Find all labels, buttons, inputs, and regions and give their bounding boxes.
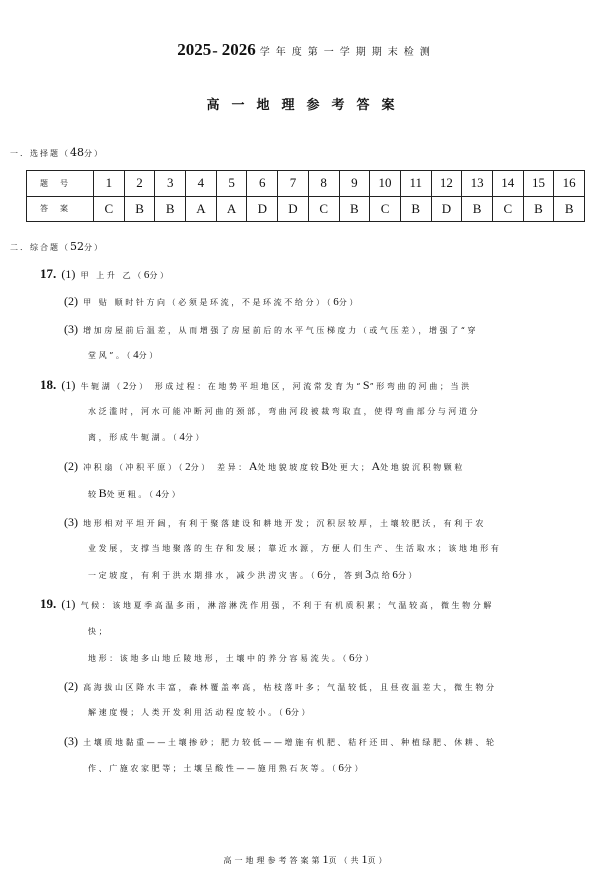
question-number: 18. [40, 377, 57, 392]
sub-number: (2) [64, 294, 78, 308]
answer-text: 甲 上升 乙（ [80, 271, 144, 280]
page-total: 1 [361, 852, 368, 866]
title-tail: 学年度第一学期期末检测 [259, 47, 436, 58]
answer-text: 土壤质地黏重——土壤掺砂；肥力较低——增施有机肥、秸秆还田、种植绿肥、休耕、轮 [83, 738, 497, 747]
points: 6 [392, 569, 398, 581]
section-label: 一．选择题（ [10, 149, 70, 158]
table-cell: 3 [155, 171, 186, 197]
page-number: 1 [322, 852, 329, 866]
table-cell: B [523, 196, 554, 222]
year-dash: – [212, 45, 218, 58]
q19-part3 [64, 734, 497, 749]
q18-part2 [64, 459, 465, 474]
points: 2 [185, 461, 191, 473]
points: 2 [122, 380, 129, 392]
row-header-number: 题号 [27, 171, 94, 197]
answer-text: 冲积扇（冲积平原）（ [83, 463, 186, 472]
answer-text: 解速度慢；人类开发利用活动程度较小。（ [88, 708, 286, 717]
points: 6 [338, 762, 344, 774]
answer-text: 分） [149, 271, 171, 280]
row-header-answer: 答案 [27, 196, 94, 222]
table-cell: D [431, 196, 462, 222]
answer-text: 处地貌沉积物颗粒 [380, 463, 465, 472]
points: 4 [133, 349, 139, 361]
sub-number: (1) [61, 267, 76, 281]
table-row-numbers [27, 171, 585, 197]
table-cell: 8 [308, 171, 339, 197]
points: 6 [317, 569, 323, 581]
q17-part1 [40, 266, 171, 282]
table-cell: B [462, 196, 493, 222]
answer-text: 堂风”。（ [88, 351, 134, 360]
answer-text: 作、广施农家肥等；土壤呈酸性——施用熟石灰等。（ [88, 764, 339, 773]
answer-text: 分，答到 [322, 571, 366, 580]
points: 6 [143, 269, 150, 281]
answer-text: 分） [397, 571, 420, 580]
page-footer [0, 852, 613, 867]
page-subtitle: 高一地理参考答案 [206, 98, 407, 113]
answer-text: 离，形成牛轭湖。（ [88, 433, 180, 442]
answer-text: ”形弯曲的河曲；当洪 [369, 382, 472, 391]
sub-number: (1) [61, 597, 76, 611]
table-cell: 15 [523, 171, 554, 197]
table-cell: D [247, 196, 278, 222]
sub-number: (2) [64, 459, 78, 473]
letter: S [362, 378, 370, 392]
points: 6 [285, 706, 291, 718]
sub-number: (3) [64, 515, 78, 529]
answer-text: 分） [138, 351, 160, 360]
q19-part2 [64, 679, 497, 694]
table-cell: A [186, 196, 217, 222]
year-start: 2025 [177, 40, 212, 59]
answer-text: 增加房屋前后温差，从而增强了房屋前后的水平气压梯度力（或气压差），增强了“穿 [83, 326, 479, 335]
answer-text: 一定坡度，有利于洪水期排水，减少洪涝灾害。（ [88, 571, 318, 580]
table-cell: 6 [247, 171, 278, 197]
table-cell: B [124, 196, 155, 222]
answer-text: 分） [343, 764, 366, 773]
letter: B [321, 459, 330, 473]
table-cell: B [155, 196, 186, 222]
points: 6 [349, 652, 355, 664]
table-cell: 5 [216, 171, 247, 197]
table-cell: 16 [554, 171, 585, 197]
section-comprehensive-heading [10, 240, 104, 253]
q19-part3-line2 [88, 762, 365, 774]
q19-part1 [40, 596, 494, 612]
q18-part2-line2 [88, 486, 182, 501]
answer-text: 较 [88, 490, 99, 499]
q19-part1-line3 [88, 652, 376, 664]
answer-text: 处更粗。（ [106, 490, 156, 499]
table-cell: B [339, 196, 370, 222]
table-cell: C [492, 196, 523, 222]
answer-text: 地形相对平坦开阔，有利于聚落建设和耕地开发；沉积层较厚，土壤较肥沃，有利于农 [83, 519, 486, 528]
q18-part3 [64, 515, 486, 530]
answer-text: 分） [184, 433, 207, 442]
table-cell: 2 [124, 171, 155, 197]
number: 3 [365, 567, 372, 581]
year-end: 2026 [221, 40, 256, 59]
answer-text: 分） 形成过程：在地势平坦地区，河流常发育为“ [128, 382, 363, 391]
q18-part3-line2 [88, 543, 501, 554]
q19-part1-line2 [88, 626, 109, 637]
answer-text: 处更大； [329, 463, 372, 472]
answer-text: 分） [161, 490, 183, 499]
section-suffix: 分） [84, 243, 104, 252]
answer-text: 快； [88, 627, 110, 636]
question-number: 17. [40, 266, 57, 281]
footer-text: 页（共 [328, 856, 362, 865]
table-cell: 14 [492, 171, 523, 197]
table-cell: 10 [370, 171, 401, 197]
table-cell: 13 [462, 171, 493, 197]
answer-text: 水泛滥时，河水可能冲断河曲的颈部，弯曲河段被裁弯取直，使得弯曲部分与河道分 [88, 407, 481, 416]
answer-text: 高海拔山区降水丰富，森林覆盖率高，枯枝落叶多；气温较低，且昼夜温差大，微生物分 [83, 683, 497, 692]
section-suffix: 分） [84, 149, 104, 158]
table-cell: 12 [431, 171, 462, 197]
table-cell: 4 [186, 171, 217, 197]
q17-part3-line2 [88, 349, 160, 361]
answer-text: 业发展，支撑当地聚落的生存和发展；靠近水源，方便人们生产、生活取水；该地地形有 [88, 544, 502, 553]
answer-text: 分） [290, 708, 313, 717]
letter: A [371, 459, 381, 473]
q18-part1-line2 [88, 406, 480, 417]
sub-number: (2) [64, 679, 78, 693]
table-cell: C [308, 196, 339, 222]
q17-part3 [64, 322, 478, 337]
answer-text: 处地貌坡度较 [257, 463, 322, 472]
table-cell: B [400, 196, 431, 222]
footer-text: 高一地理参考答案第 [223, 856, 323, 865]
section-choice-heading [10, 146, 104, 159]
answer-text: 分） [354, 654, 376, 663]
table-cell: A [216, 196, 247, 222]
q18-part3-line3 [88, 567, 419, 582]
letter: A [248, 459, 258, 473]
table-cell: C [94, 196, 125, 222]
section-points: 52 [70, 240, 84, 253]
answer-text: 分） [338, 298, 360, 307]
sub-number: (1) [61, 378, 76, 392]
q18-part1 [40, 377, 472, 393]
answer-text: 地形：该地多山地丘陵地形，土壤中的养分容易流失。（ [88, 654, 349, 663]
table-cell: 1 [94, 171, 125, 197]
points: 6 [333, 296, 339, 308]
table-row-answers [27, 196, 585, 222]
answer-table [26, 170, 585, 222]
page-title [0, 40, 613, 60]
section-label: 二．综合题（ [10, 243, 70, 252]
table-cell: 11 [400, 171, 431, 197]
points: 4 [179, 431, 185, 443]
sub-number: (3) [64, 322, 78, 336]
points: 4 [155, 488, 162, 500]
letter: B [98, 486, 107, 500]
section-points: 48 [70, 146, 84, 159]
footer-text: 页） [367, 856, 390, 865]
table-cell: 9 [339, 171, 370, 197]
q17-part2 [64, 294, 360, 309]
question-number: 19. [40, 596, 57, 611]
answer-text: 分） 差异： [190, 463, 249, 472]
table-cell: B [554, 196, 585, 222]
answer-text: 甲 贴 顺时针方向（必须是环流，不是环流不给分）（ [83, 298, 334, 307]
sub-number: (3) [64, 734, 78, 748]
answer-text: 牛轭湖（ [80, 382, 123, 391]
q18-part1-line3 [88, 431, 206, 443]
answer-text: 气候：该地夏季高温多雨，淋溶淋洗作用强，不利于有机质积累；气温较高，微生物分解 [80, 601, 494, 610]
q19-part2-line2 [88, 706, 312, 718]
table-cell: C [370, 196, 401, 222]
table-cell: D [278, 196, 309, 222]
answer-text: 点给 [371, 571, 393, 580]
table-cell: 7 [278, 171, 309, 197]
